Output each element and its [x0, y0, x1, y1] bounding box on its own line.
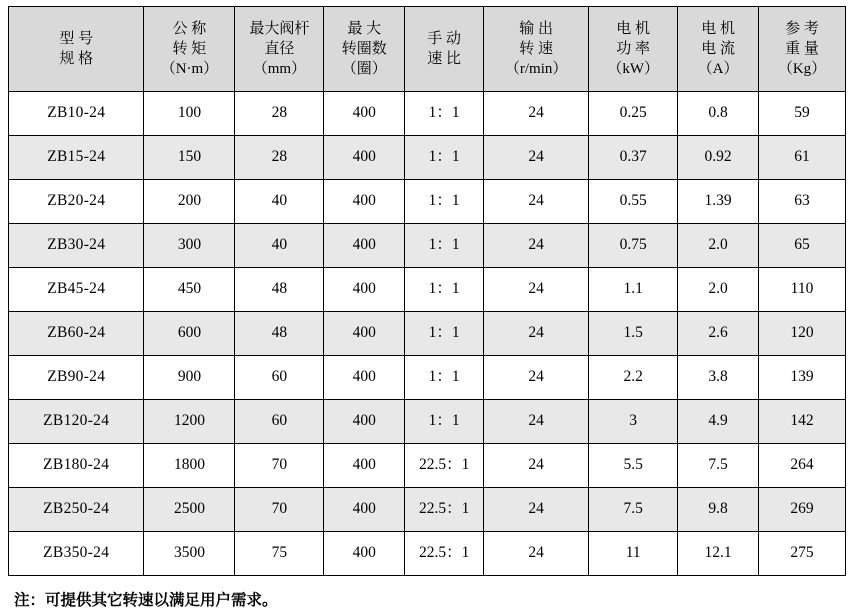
table-row: [9, 136, 846, 180]
table-cell: 22.5：1: [405, 488, 484, 532]
table-row: [9, 532, 846, 576]
column-header-line: 参 考: [785, 20, 819, 37]
table-cell: 24: [484, 92, 589, 136]
table-cell: 400: [324, 400, 405, 444]
column-header-line: 直径: [264, 40, 295, 57]
table-row: [9, 92, 846, 136]
table-cell: 1200: [144, 400, 235, 444]
table-cell: 24: [484, 488, 589, 532]
table-cell: 24: [484, 444, 589, 488]
table-cell: 65: [759, 224, 846, 268]
table-cell: 70: [235, 488, 324, 532]
column-header-line: 转 速: [519, 40, 554, 57]
table-cell: 600: [144, 312, 235, 356]
table-cell: 2500: [144, 488, 235, 532]
table-cell: 1800: [144, 444, 235, 488]
table-cell: 24: [484, 180, 589, 224]
table-cell: 22.5：1: [405, 444, 484, 488]
column-header-6: [589, 7, 678, 92]
table-row: [9, 488, 846, 532]
column-header-line: 重 量: [785, 40, 819, 57]
table-cell: 5.5: [589, 444, 678, 488]
table-cell: 400: [324, 268, 405, 312]
table-cell: 24: [484, 224, 589, 268]
table-row: [9, 268, 846, 312]
table-cell: 60: [235, 356, 324, 400]
table-cell: 3: [589, 400, 678, 444]
table-cell: 9.8: [678, 488, 759, 532]
table-cell: 61: [759, 136, 846, 180]
cell-model: ZB250-24: [9, 488, 144, 532]
table-cell: 900: [144, 356, 235, 400]
header-row: [9, 7, 846, 92]
table-cell: 269: [759, 488, 846, 532]
column-header-line: （圈）: [341, 61, 387, 78]
cell-model: ZB90-24: [9, 356, 144, 400]
table-cell: 24: [484, 400, 589, 444]
table-cell: 264: [759, 444, 846, 488]
column-header-line: 最 大: [347, 20, 382, 37]
table-cell: 400: [324, 488, 405, 532]
table-cell: 1.1: [589, 268, 678, 312]
table-cell: 3500: [144, 532, 235, 576]
table-cell: 120: [759, 312, 846, 356]
column-header-0: [9, 7, 144, 92]
table-cell: 450: [144, 268, 235, 312]
cell-model: ZB180-24: [9, 444, 144, 488]
table-cell: 200: [144, 180, 235, 224]
cell-model: ZB10-24: [9, 92, 144, 136]
table-cell: 1：1: [405, 312, 484, 356]
column-header-line: 电 机: [701, 20, 735, 37]
cell-model: ZB350-24: [9, 532, 144, 576]
table-cell: 1：1: [405, 356, 484, 400]
table-cell: 59: [759, 92, 846, 136]
column-header-4: [405, 7, 484, 92]
cell-model: ZB15-24: [9, 136, 144, 180]
table-cell: 1：1: [405, 136, 484, 180]
table-row: [9, 312, 846, 356]
table-cell: 110: [759, 268, 846, 312]
table-cell: 28: [235, 136, 324, 180]
table-cell: 1：1: [405, 224, 484, 268]
table-cell: 0.75: [589, 224, 678, 268]
column-header-line: 公 称: [172, 20, 207, 37]
table-cell: 11: [589, 532, 678, 576]
table-header: [9, 7, 846, 92]
table-cell: 24: [484, 356, 589, 400]
table-cell: 275: [759, 532, 846, 576]
table-cell: 139: [759, 356, 846, 400]
table-row: [9, 224, 846, 268]
cell-model: ZB20-24: [9, 180, 144, 224]
table-cell: 0.55: [589, 180, 678, 224]
table-cell: 2.0: [678, 224, 759, 268]
table-row: [9, 444, 846, 488]
table-cell: 24: [484, 136, 589, 180]
table-cell: 1.39: [678, 180, 759, 224]
table-cell: 400: [324, 444, 405, 488]
specification-table: [8, 6, 846, 576]
table-cell: 0.37: [589, 136, 678, 180]
table-cell: 1.5: [589, 312, 678, 356]
table-row: [9, 400, 846, 444]
table-cell: 1：1: [405, 180, 484, 224]
table-cell: 400: [324, 312, 405, 356]
table-cell: 2.2: [589, 356, 678, 400]
table-cell: 400: [324, 92, 405, 136]
cell-model: ZB30-24: [9, 224, 144, 268]
column-header-2: [235, 7, 324, 92]
table-row: [9, 356, 846, 400]
column-header-line: （mm）: [252, 61, 307, 78]
table-cell: 2.6: [678, 312, 759, 356]
table-cell: 22.5：1: [405, 532, 484, 576]
column-header-line: （r/min）: [504, 61, 568, 78]
table-cell: 2.0: [678, 268, 759, 312]
column-header-line: 最大阀杆: [249, 20, 310, 37]
table-cell: 1：1: [405, 268, 484, 312]
table-row: [9, 180, 846, 224]
column-header-line: （kW）: [607, 61, 660, 78]
column-header-line: （N·m）: [160, 61, 219, 78]
table-cell: 7.5: [678, 444, 759, 488]
table-cell: 48: [235, 312, 324, 356]
table-cell: 400: [324, 356, 405, 400]
column-header-5: [484, 7, 589, 92]
table-cell: 400: [324, 532, 405, 576]
table-cell: 12.1: [678, 532, 759, 576]
table-cell: 40: [235, 224, 324, 268]
column-header-line: 手 动: [427, 30, 462, 47]
table-cell: 24: [484, 268, 589, 312]
table-cell: 4.9: [678, 400, 759, 444]
column-header-line: 电 机: [616, 20, 651, 37]
table-cell: 7.5: [589, 488, 678, 532]
cell-model: ZB60-24: [9, 312, 144, 356]
table-cell: 63: [759, 180, 846, 224]
column-header-line: 型 号: [59, 30, 94, 47]
table-cell: 40: [235, 180, 324, 224]
column-header-line: 功 率: [616, 40, 651, 57]
table-cell: 1：1: [405, 92, 484, 136]
column-header-7: [678, 7, 759, 92]
table-cell: 400: [324, 180, 405, 224]
table-cell: 0.8: [678, 92, 759, 136]
table-cell: 142: [759, 400, 846, 444]
table-cell: 0.25: [589, 92, 678, 136]
column-header-line: 速 比: [427, 51, 462, 67]
table-cell: 100: [144, 92, 235, 136]
column-header-line: 转圈数: [341, 40, 387, 57]
column-header-3: [324, 7, 405, 92]
cell-model: ZB120-24: [9, 400, 144, 444]
column-header-line: 转 矩: [172, 40, 207, 57]
column-header-line: 电 流: [701, 40, 735, 57]
table-cell: 400: [324, 224, 405, 268]
table-cell: 48: [235, 268, 324, 312]
table-cell: 75: [235, 532, 324, 576]
column-header-line: 规 格: [59, 51, 94, 67]
column-header-line: （A）: [697, 61, 739, 78]
table-cell: 24: [484, 312, 589, 356]
table-cell: 1：1: [405, 400, 484, 444]
table-cell: 28: [235, 92, 324, 136]
column-header-1: [144, 7, 235, 92]
table-cell: 150: [144, 136, 235, 180]
table-cell: 70: [235, 444, 324, 488]
table-cell: 60: [235, 400, 324, 444]
cell-model: ZB45-24: [9, 268, 144, 312]
table-cell: 24: [484, 532, 589, 576]
table-body: [9, 92, 846, 576]
column-header-8: [759, 7, 846, 92]
column-header-line: 输 出: [519, 20, 554, 37]
table-cell: 0.92: [678, 136, 759, 180]
table-cell: 400: [324, 136, 405, 180]
table-note: 注：可提供其它转速以满足用户需求。: [14, 592, 278, 609]
column-header-line: （Kg）: [777, 61, 827, 78]
table-cell: 3.8: [678, 356, 759, 400]
table-cell: 300: [144, 224, 235, 268]
